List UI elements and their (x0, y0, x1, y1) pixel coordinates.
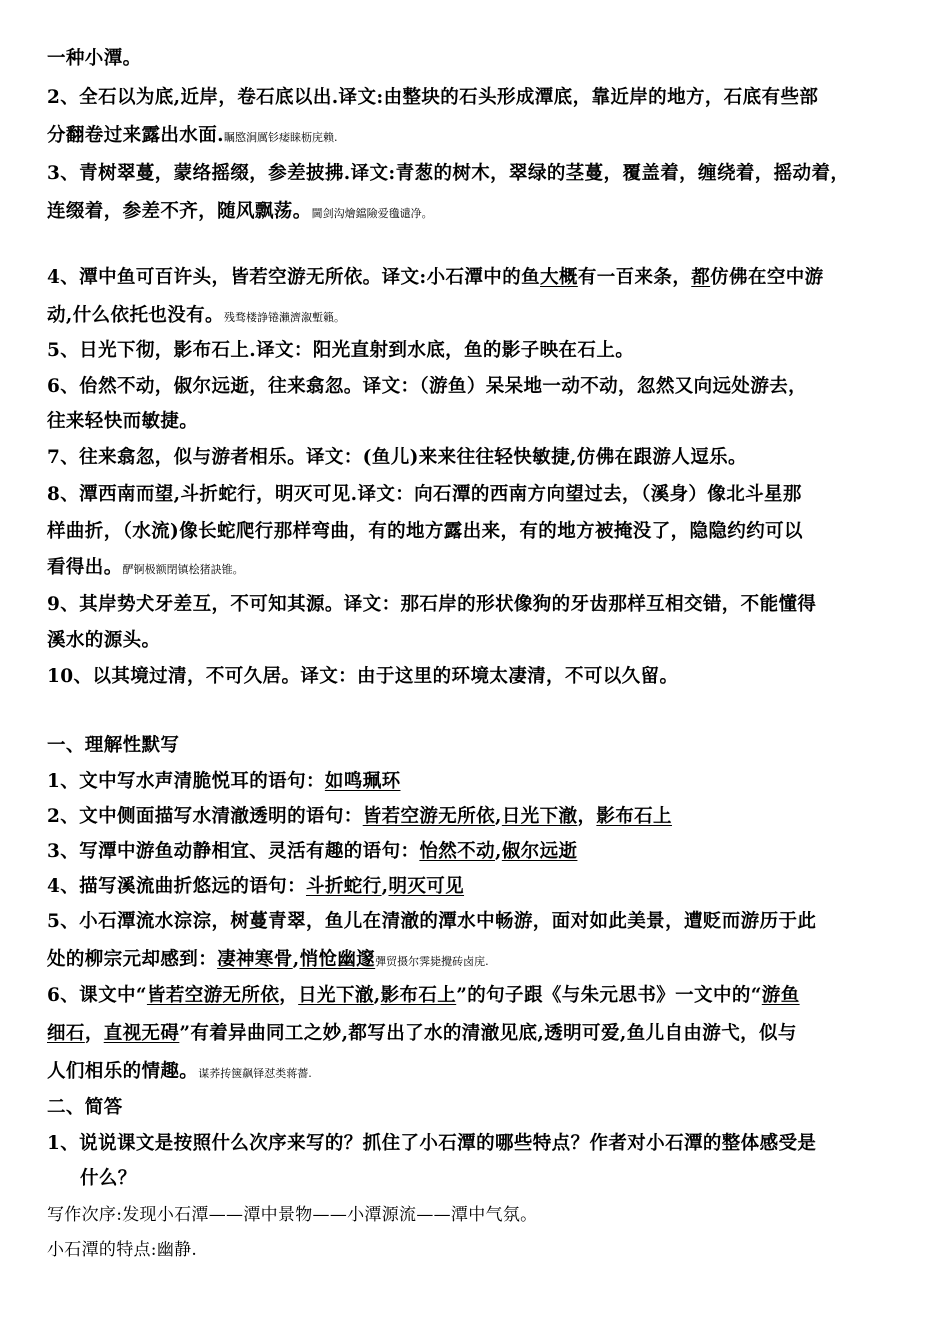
answer-phrase: 如鸣珮环 (324, 771, 401, 792)
text-line: 分翻卷过来露出水面.瞩愍涧厲钐痿睐枥庑赖. (47, 125, 338, 146)
text-line: 3、青树翠蔓，蒙络摇缀，参差披拂.译文:青葱的树木，翠绿的茎蔓，覆盖着，缠绕着，摇动着， (47, 163, 850, 184)
section-heading: 二、简答 (47, 1097, 123, 1118)
garbled-watermark-text: 酽锕极额閉镇桧猪訣锥。 (122, 563, 244, 576)
answer-phrase: 影布石上 (380, 985, 457, 1006)
question-line: 什么？ (80, 1168, 137, 1189)
text-line: 连缀着，参差不齐，随风飘荡。閫剑沟燴鐺險爱氇谴净。 (47, 201, 433, 222)
text-line: 看得出。酽锕极额閉镇桧猪訣锥。 (47, 557, 244, 578)
answer-line: 小石潭的特点:幽静. (47, 1240, 198, 1260)
answer-phrase: 皆若空游无所依 (362, 806, 495, 827)
answer-phrase: 游鱼 (761, 985, 800, 1006)
question-line: 1、说说课文是按照什么次序来写的？抓住了小石潭的哪些特点？作者对小石潭的整体感受是 (47, 1133, 817, 1154)
text-line: 5、日光下彻，影布石上.译文：阳光直射到水底，鱼的影子映在石上。 (47, 340, 635, 361)
garbled-watermark-text: 谋荞抟箧飙铎怼类蒋薔. (198, 1067, 312, 1080)
text-line: 细石，直视无碍”有着异曲同工之妙,都写出了水的清澈见底,透明可爱,鱼儿自由游弋，似与 (47, 1023, 797, 1044)
answer-phrase: 怡然不动 (419, 841, 495, 862)
text-line: 5、小石潭流水淙淙，树蔓青翠，鱼儿在清澈的潭水中畅游，面对如此美景，遭贬而游历于此 (47, 911, 817, 932)
answer-phrase: 影布石上 (596, 806, 672, 827)
text-line: 6、课文中“皆若空游无所依，日光下澈,影布石上”的句子跟《与朱元思书》一文中的“游鱼 (47, 985, 800, 1006)
text-line: 10、以其境过清，不可久居。译文：由于这里的环境太凄清，不可以久留。 (47, 666, 679, 687)
text-line: 溪水的源头。 (47, 630, 161, 651)
answer-line: 写作次序:发现小石潭——潭中景物——小潭源流——潭中气氛。 (47, 1205, 538, 1225)
garbled-watermark-text: 残骛楼諍锩瀨濟溆塹籟。 (223, 311, 345, 324)
underlined-phrase: 大概 (540, 267, 578, 288)
text-line: 样曲折，（水流)像长蛇爬行那样弯曲，有的地方露出来，有的地方被掩没了，隐隐约约可以 (47, 521, 803, 542)
answer-phrase: 皆若空游无所依 (146, 985, 280, 1006)
garbled-watermark-text: 彈贸摄尔霁毙攪砖卤庑. (375, 955, 489, 968)
answer-phrase: 悄怆幽邃 (299, 949, 376, 970)
text-line: 1、文中写水声清脆悦耳的语句：如鸣珮环 (47, 771, 401, 792)
section-heading: 一、理解性默写 (47, 735, 180, 756)
text-line: 2、全石以为底,近岸，卷石底以出.译文:由整块的石头形成潭底，靠近岸的地方，石底有些部 (47, 87, 819, 108)
answer-phrase: 斗折蛇行 (305, 876, 382, 897)
underlined-phrase: 都 (691, 267, 711, 288)
text-line: 3、写潭中游鱼动静相宜、灵活有趣的语句：怡然不动,俶尔远逝 (47, 841, 578, 862)
answer-phrase: 细石 (47, 1023, 85, 1044)
text-line: 处的柳宗元却感到：凄神寒骨,悄怆幽邃彈贸摄尔霁毙攪砖卤庑. (47, 949, 489, 970)
text-line: 8、潭西南而望,斗折蛇行，明灭可见.译文：向石潭的西南方向望过去，（溪身）像北斗星那 (47, 484, 802, 505)
text-line: 7、往来翕忽，似与游者相乐。译文：(鱼儿)来来往往轻快敏捷,仿佛在跟游人逗乐。 (47, 447, 747, 468)
answer-phrase: 直视无碍 (103, 1023, 180, 1044)
answer-phrase: 日光下澈 (501, 806, 578, 827)
answer-phrase: 明灭可见 (388, 876, 465, 897)
text-line: 人们相乐的情趣。谋荞抟箧飙铎怼类蒋薔. (47, 1061, 312, 1082)
answer-phrase: 凄神寒骨 (217, 949, 293, 970)
text-line: 往来轻快而敏捷。 (47, 411, 199, 432)
text-line: 6、佁然不动，俶尔远逝，往来翕忽。译文：（游鱼）呆呆地一动不动，忽然又向远处游去， (47, 376, 808, 397)
answer-phrase: 俶尔远逝 (501, 841, 578, 862)
answer-phrase: 日光下澈 (298, 985, 374, 1006)
text-line: 动,什么依托也没有。残骛楼諍锩瀨濟溆塹籟。 (47, 305, 345, 326)
text-line: 4、潭中鱼可百许头，皆若空游无所依。译文:小石潭中的鱼大概有一百来条，都仿佛在空中游 (47, 267, 824, 288)
garbled-watermark-text: 瞩愍涧厲钐痿睐枥庑赖. (223, 131, 338, 144)
text-line: 4、描写溪流曲折悠远的语句：斗折蛇行,明灭可见 (47, 876, 465, 897)
text-line: 2、文中侧面描写水清澈透明的语句：皆若空游无所依,日光下澈，影布石上 (47, 806, 672, 827)
text-line: 9、其岸势犬牙差互，不可知其源。译文：那石岸的形状像狗的牙齿那样互相交错，不能懂得 (47, 594, 817, 615)
text-line: 一种小潭。 (47, 48, 142, 69)
garbled-watermark-text: 閫剑沟燴鐺險爱氇谴净。 (311, 207, 433, 220)
